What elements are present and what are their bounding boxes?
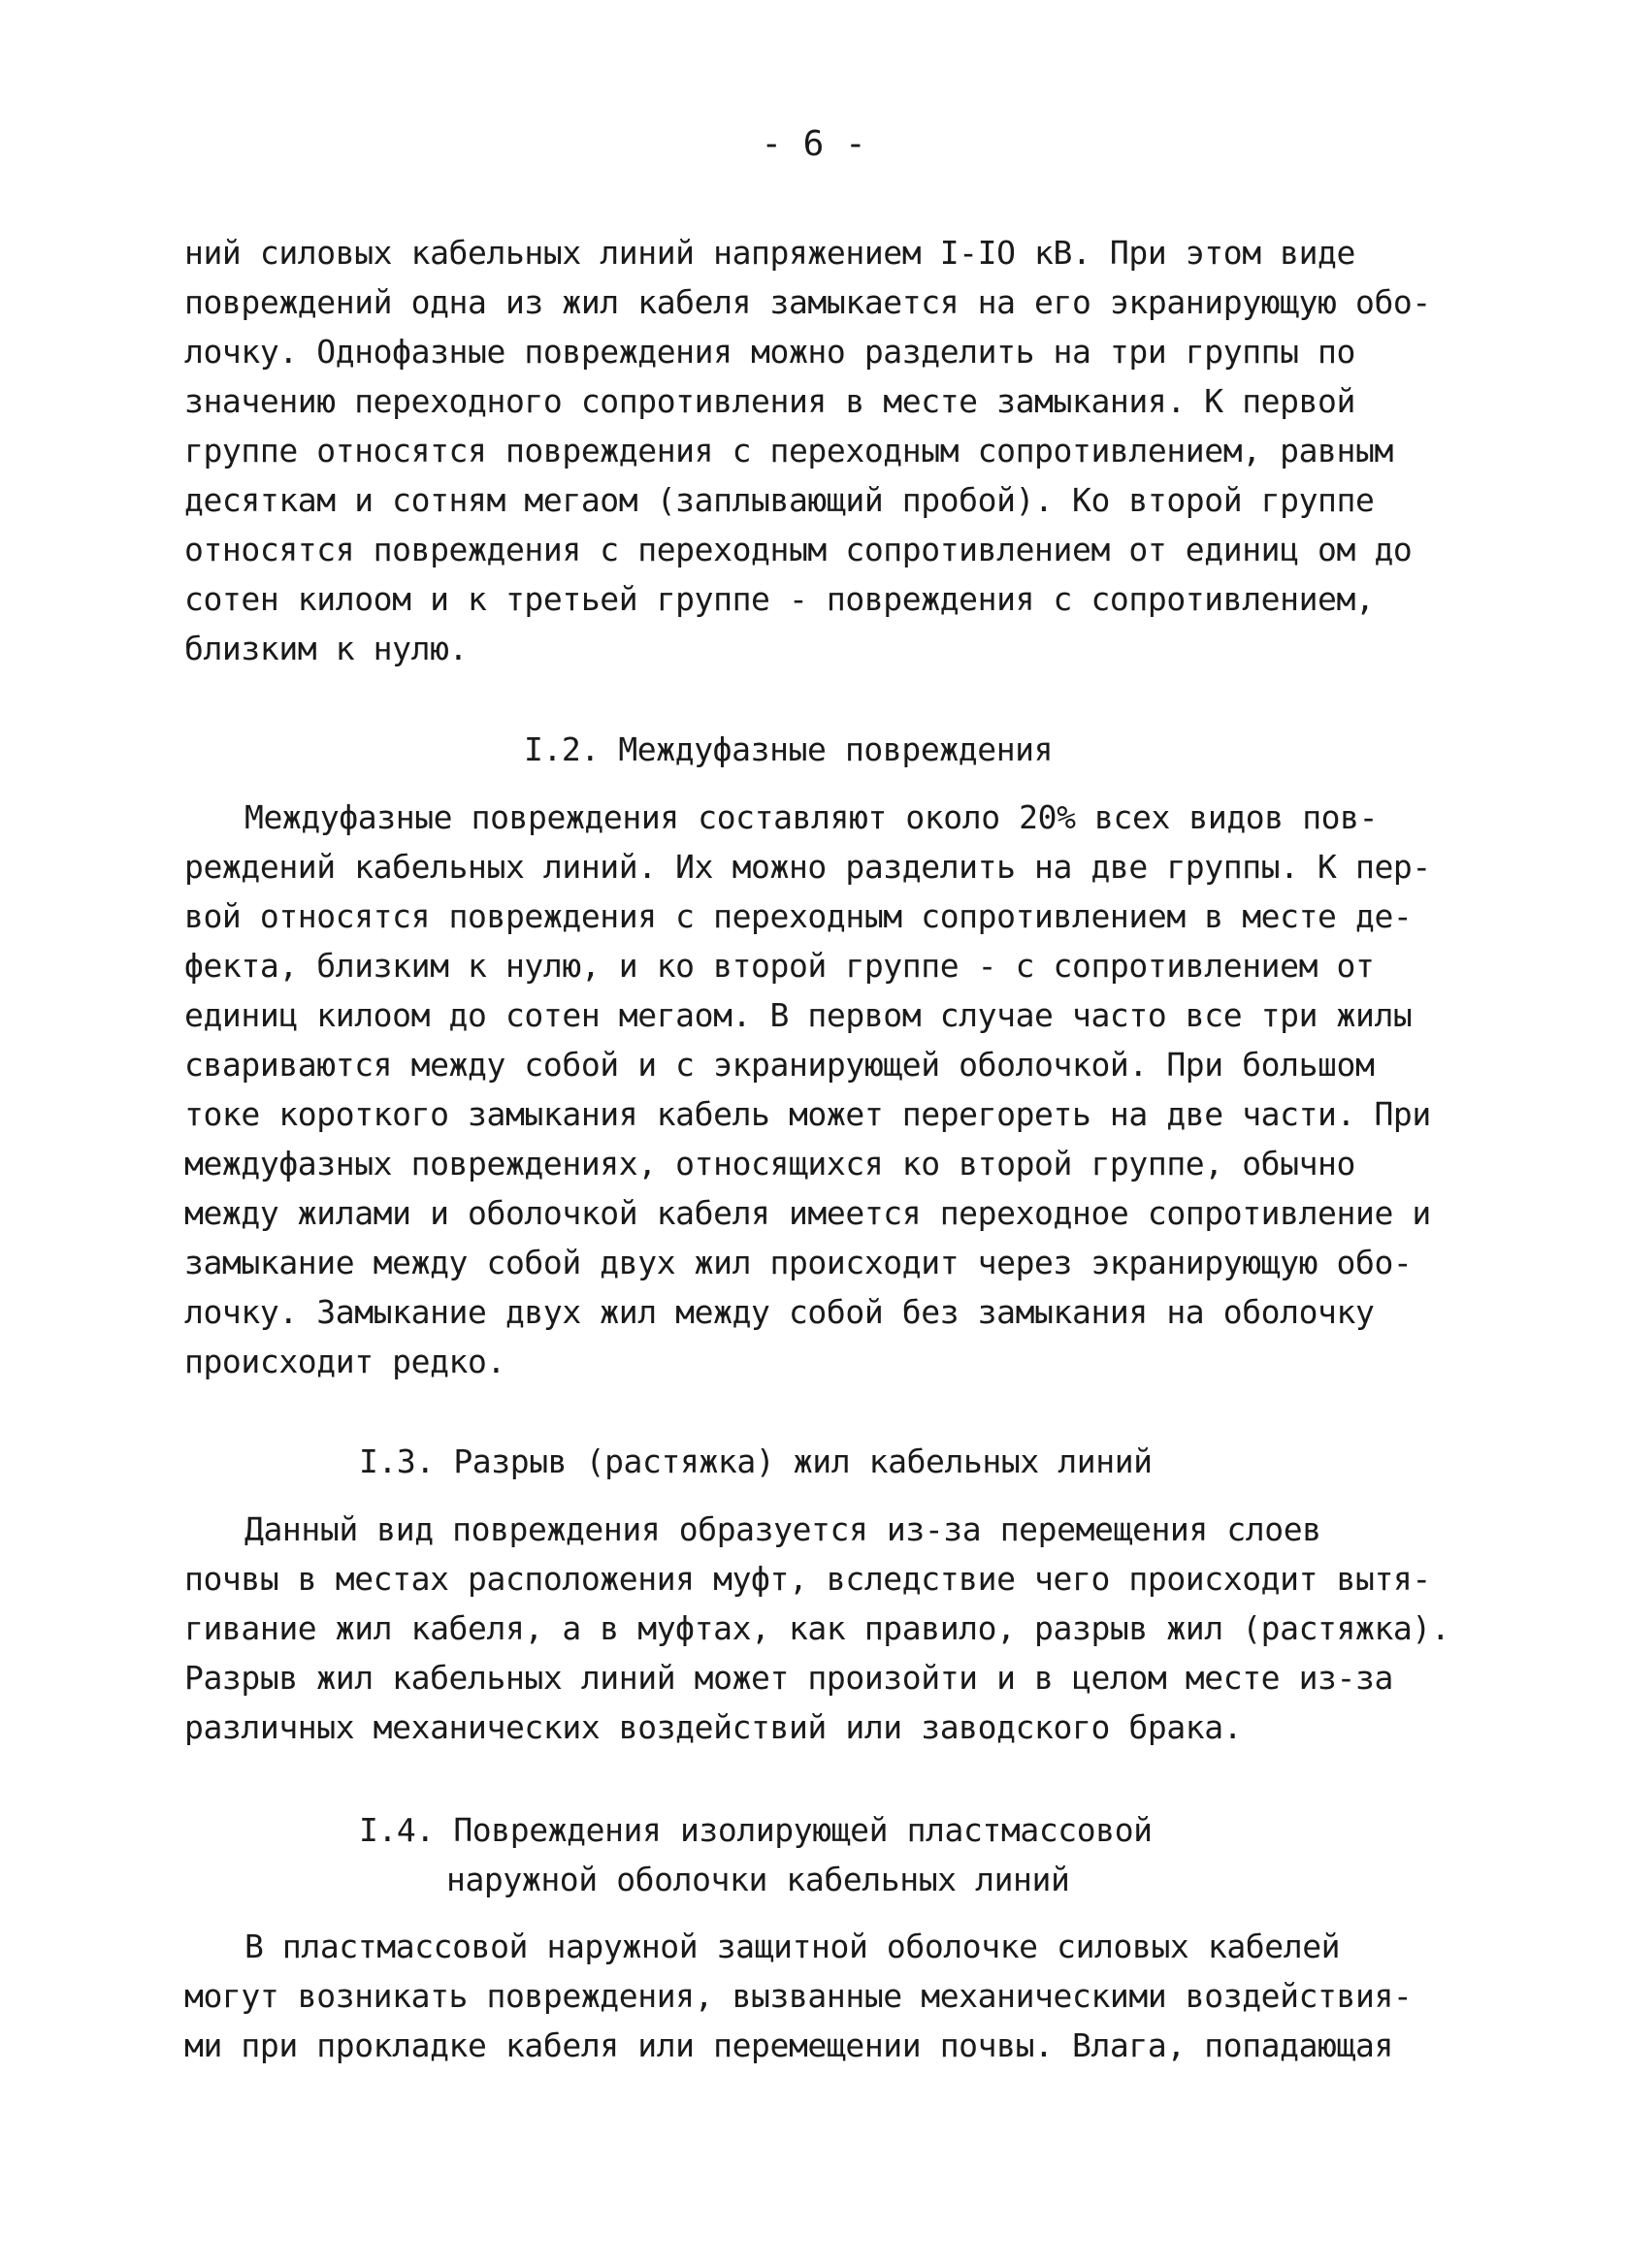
text-line: между жилами и оболочкой кабеля имеется переходное сопротивление и [184,1194,1431,1232]
section-heading: I.2. Междуфазные повреждения [524,730,1054,768]
text-line: гивание жил кабеля, а в муфтах, как правило, разрыв жил (растяжка). [184,1609,1450,1647]
text-line: близким к нулю. [184,630,469,667]
text-line: токе короткого замыкания кабель может перегореть на две части. При [184,1095,1431,1133]
text-line: свариваются между собой и с экранирующей оболочкой. При большом [184,1046,1375,1084]
section-heading-continued: наружной оболочки кабельных линий [446,1861,1070,1898]
section-heading: I.4. Повреждения изолирующей пластмассовой [359,1811,1153,1849]
text-line: различных механических воздействий или заводского брака. [184,1708,1243,1746]
text-line: ми при прокладке кабеля или перемещении почвы. Влага, попадающая [184,2026,1393,2064]
text-line: Междуфазные повреждения составляют около 20% всех видов пов- [244,798,1379,836]
text-line: почвы в местах расположения муфт, вследствие чего происходит вытя- [184,1560,1431,1598]
text-line: замыкание между собой двух жил происходит через экранирующую обо- [184,1244,1413,1281]
text-line: происходит редко. [184,1343,505,1380]
text-line: В пластмассовой наружной защитной оболочке силовых кабелей [244,1928,1341,1965]
text-line: могут возникать повреждения, вызванные механическими воздействия- [184,1977,1413,2015]
section-heading: I.3. Разрыв (растяжка) жил кабельных линий [359,1442,1153,1480]
page-number: - 6 - [761,124,866,164]
text-line: единиц килоом до сотен мегаом. В первом случае часто все три жилы [184,996,1413,1034]
text-line: значению переходного сопротивления в месте замыкания. К первой [184,382,1355,420]
text-line: группе относятся повреждения с переходным сопротивлением, равным [184,432,1393,470]
text-line: междуфазных повреждениях, относящихся ко второй группе, обычно [184,1145,1355,1183]
text-line: повреждений одна из жил кабеля замыкается на его экранирующую обо- [184,283,1431,321]
text-line: реждений кабельных линий. Их можно разделить на две группы. К пер- [184,848,1431,886]
text-line: Разрыв жил кабельных линий может произойти и в целом месте из-за [184,1659,1393,1697]
text-line: лочку. Замыкание двух жил между собой без замыкания на оболочку [184,1293,1375,1331]
text-line: ний силовых кабельных линий напряжением I-IO кВ. При этом виде [184,234,1355,272]
text-line: относятся повреждения с переходным сопротивлением от единиц ом до [184,531,1413,568]
text-line: лочку. Однофазные повреждения можно разделить на три группы по [184,333,1355,371]
text-line: десяткам и сотням мегаом (заплывающий пробой). Ко второй группе [184,481,1375,519]
text-line: Данный вид повреждения образуется из-за перемещения слоев [244,1510,1321,1548]
text-line: вой относятся повреждения с переходным сопротивлением в месте де- [184,897,1413,935]
text-line: фекта, близким к нулю, и ко второй группе - с сопротивлением от [184,947,1375,985]
text-line: сотен килоом и к третьей группе - повреждения с сопротивлением, [184,580,1375,618]
